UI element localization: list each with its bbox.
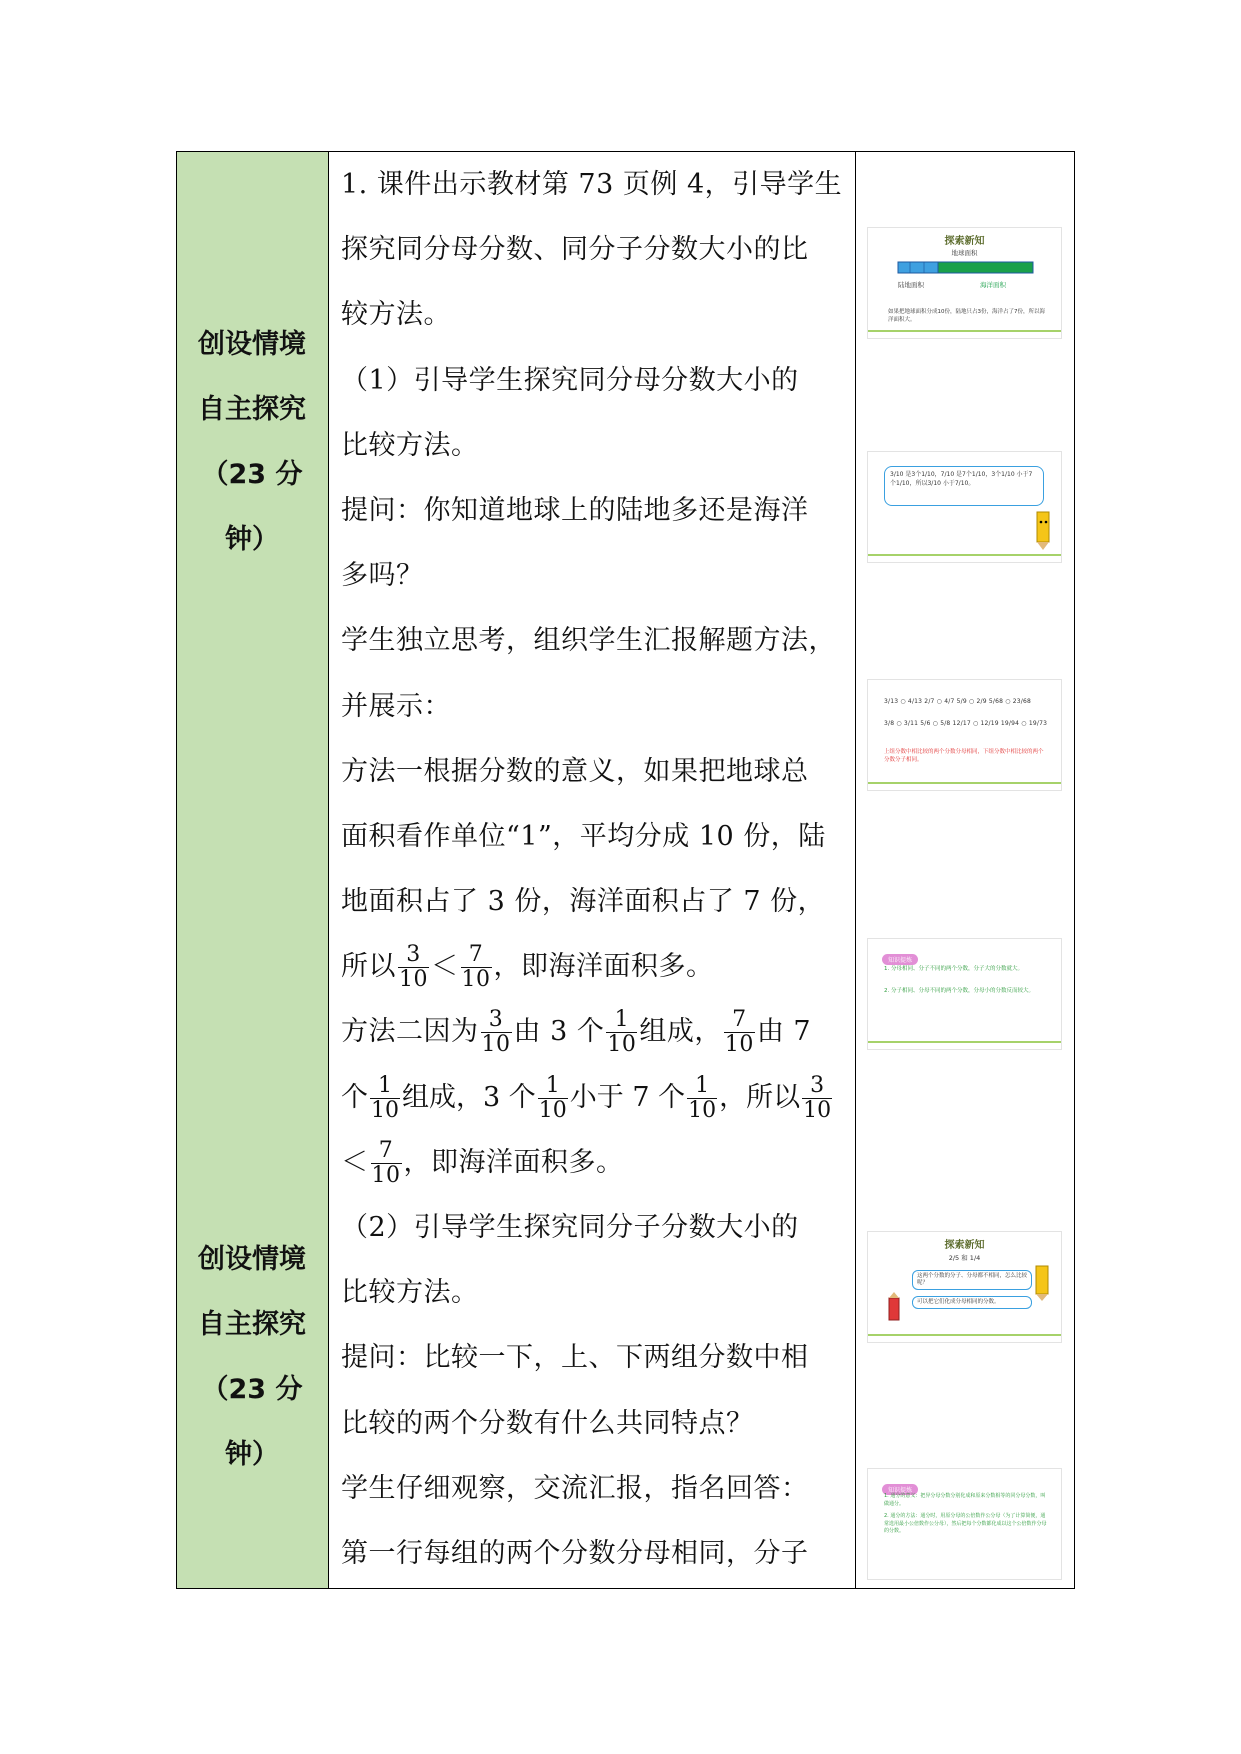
fraction-row-2: 3/8 ○ 3/11 5/6 ○ 5/8 12/17 ○ 12/19 19/94 ○ 19/73	[884, 720, 1048, 727]
denominator: 10	[803, 1097, 832, 1123]
slides-column	[856, 152, 1074, 1588]
ocean-label: 海洋面积	[980, 281, 1006, 289]
slide-footer	[868, 330, 1061, 332]
less-than-sign: ＜	[341, 1146, 369, 1178]
text-span: 小于 7 个	[569, 1081, 686, 1113]
text-span: 由 3 个	[513, 1016, 605, 1048]
numerator: 1	[538, 1074, 568, 1099]
land-label: 陆地面积	[898, 281, 924, 289]
knowledge-tag: 知识提炼	[882, 954, 918, 965]
text-line: 比较方法。	[341, 1277, 479, 1309]
fraction	[481, 1008, 512, 1057]
text-line: 探究同分母分数、同分子分数大小的比	[341, 234, 809, 266]
text-line: 比较方法。	[341, 429, 479, 461]
fraction-row-1: 3/13 ○ 4/13 2/7 ○ 4/7 5/9 ○ 2/9 5/68 ○ 23/68	[884, 698, 1032, 705]
numerator: 1	[606, 1008, 637, 1033]
text-line: 学生独立思考，组织学生汇报解题方法，	[341, 625, 836, 657]
text-line: 地面积占了 3 份，海洋面积占了 7 份，	[341, 886, 826, 918]
denominator: 10	[481, 1032, 511, 1058]
text-line: 多吗？	[341, 560, 424, 592]
slide-caption: 如果把地球面积分成10份，陆地只占3份，海洋占了7份，所以海洋面积大。	[888, 309, 1045, 323]
slide-point-2: 2. 分子相同、分母不同的两个分数，分母小的分数反而较大。	[884, 988, 1034, 994]
text-line-with-fractions	[341, 934, 847, 999]
numerator: 1	[687, 1074, 717, 1099]
slide-footer	[868, 554, 1061, 556]
stage-label-2	[177, 1227, 327, 1487]
teaching-text	[341, 152, 847, 1586]
text-span: 由 7	[756, 1016, 812, 1048]
numerator: 7	[724, 1008, 755, 1033]
denominator: 10	[538, 1097, 567, 1123]
stage-label-line: 钟）	[225, 524, 279, 555]
text-line: 提问：比较一下，上、下两组分数中相	[341, 1342, 809, 1374]
stage-label-line: 钟）	[225, 1439, 279, 1470]
text-line: 并展示：	[341, 690, 451, 722]
less-than-sign: ＜	[431, 951, 459, 983]
text-span: 方法二因为	[341, 1016, 479, 1048]
stage-label-line: 创设情境	[198, 1244, 306, 1275]
slide-thumbnail-2	[867, 451, 1062, 563]
slide-note: 上组分数中相比较的两个分数分母相同，下组分数中相比较的两个分数分子相同。	[884, 749, 1044, 763]
denominator: 10	[461, 967, 491, 993]
numerator: 7	[371, 1139, 402, 1164]
slide-point-1: 1. 通分的意义：把异分母分数分别化成和原来分数相等的同分母分数，叫做通分。	[884, 1493, 1046, 1507]
denominator: 10	[688, 1097, 717, 1123]
pencil-mascot-icon	[1027, 508, 1057, 552]
stage-label-line: 自主探究	[198, 394, 306, 425]
stage-column	[177, 152, 329, 1588]
text-line: 提问：你知道地球上的陆地多还是海洋	[341, 494, 809, 526]
text-span: 组成，3 个	[402, 1081, 536, 1113]
text-span: 个	[341, 1081, 368, 1113]
numerator: 3	[802, 1074, 832, 1099]
fraction	[724, 1008, 755, 1057]
denominator: 10	[371, 1097, 399, 1123]
slide-thumbnail-6	[867, 1468, 1062, 1580]
slide-footer	[868, 1334, 1061, 1336]
slide-point-1: 1. 分母相同、分子不同的两个分数，分子大的分数就大。	[884, 966, 1023, 972]
text-line: 比较的两个分数有什么共同特点？	[341, 1407, 754, 1439]
bar-label: 地球面积	[951, 249, 978, 257]
text-line: 方法一根据分数的意义，如果把地球总	[341, 755, 809, 787]
fraction	[461, 943, 492, 992]
stage-label-line: （23 分	[201, 459, 303, 490]
slide-thumbnail-3	[867, 679, 1062, 791]
fractions-shown: 2/5 和 1/4	[948, 1254, 981, 1262]
text-line: 较方法。	[341, 299, 451, 331]
text-line: （1）引导学生探究同分母分数大小的	[341, 364, 799, 396]
speech-bubble: 3/10 是3个1/10，7/10 是7个1/10，3个1/10 小于7个1/10，所以3/10 小于7/10。	[884, 466, 1044, 506]
knowledge-tag: 知识提炼	[882, 1484, 918, 1495]
numerator: 3	[398, 943, 429, 968]
fraction	[687, 1074, 717, 1123]
text-line-with-fractions	[341, 999, 847, 1064]
fraction	[538, 1074, 568, 1123]
text-span: ，所以	[719, 1081, 801, 1113]
numerator: 7	[461, 943, 492, 968]
speech-bubble: 可以把它们化成分母相同的分数。	[912, 1296, 1032, 1309]
stage-label-line: （23 分	[201, 1374, 303, 1405]
denominator: 10	[724, 1032, 754, 1058]
denominator: 10	[371, 1162, 401, 1188]
earth-area-bar	[868, 257, 1061, 279]
text-span: ，即海洋面积多。	[403, 1146, 624, 1178]
text-line: （2）引导学生探究同分子分数大小的	[341, 1212, 799, 1243]
denominator: 10	[607, 1032, 637, 1058]
text-line: 第一行每组的两个分数分母相同，分子	[341, 1537, 809, 1569]
text-span: 组成，	[639, 1016, 722, 1048]
slide-footer	[868, 1041, 1061, 1043]
slide-thumbnail-1	[867, 227, 1062, 339]
text-line: 学生仔细观察，交流汇报，指名回答：	[341, 1472, 809, 1504]
crayon-mascot-icon	[882, 1292, 906, 1326]
speech-bubble: 这两个分数的分子、分母都不相同，怎么比较呢？	[912, 1270, 1032, 1290]
stage-label-line: 创设情境	[198, 329, 306, 360]
stage-label-line: 自主探究	[198, 1309, 306, 1340]
teaching-process-column	[329, 152, 856, 1588]
text-line: 面积看作单位“1”，平均分成 10 份，陆	[341, 820, 826, 852]
slide-thumbnail-5	[867, 1231, 1062, 1343]
fraction	[370, 1074, 400, 1123]
text-span: ，即海洋面积多。	[493, 951, 714, 983]
fraction	[398, 943, 429, 992]
lesson-table	[176, 151, 1075, 1589]
slide-point-2: 2. 通分的方法：通分时，用原分母的公倍数作公分母（为了计算简便，通常选用最小公倍数作公分母），然后把每个分数都化成以这个公倍数作分母的分数。	[884, 1513, 1047, 1534]
text-line-with-fractions	[341, 1065, 847, 1130]
slide-thumbnail-4	[867, 938, 1062, 1050]
stage-label-1	[177, 312, 327, 572]
text-line: 1. 课件出示教材第 73 页例 4，引导学生	[341, 169, 843, 200]
pencil-mascot-icon	[1029, 1262, 1055, 1302]
slide-footer	[868, 782, 1061, 784]
numerator: 1	[370, 1074, 400, 1099]
fraction	[802, 1074, 832, 1123]
numerator: 3	[481, 1008, 512, 1033]
denominator: 10	[399, 967, 428, 993]
fraction	[371, 1139, 402, 1188]
text-line-with-fractions	[341, 1130, 847, 1195]
text-span: 所以	[341, 951, 396, 983]
fraction	[606, 1008, 637, 1057]
slide-title: 探索新知	[944, 236, 985, 247]
slide-title: 探索新知	[944, 1240, 985, 1251]
